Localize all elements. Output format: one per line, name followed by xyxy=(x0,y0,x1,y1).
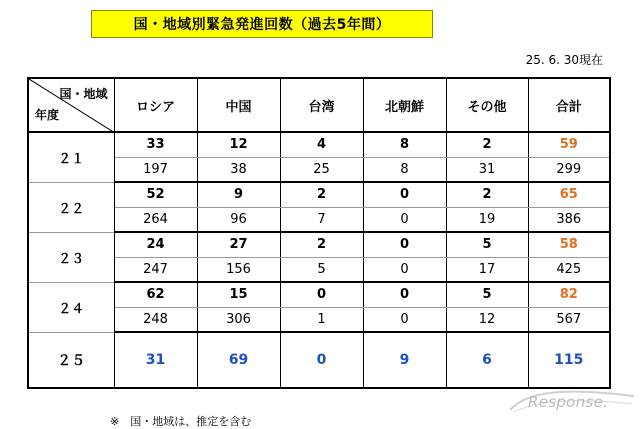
table-cell: 27 xyxy=(197,232,280,257)
table-cell: 0 xyxy=(363,232,446,257)
footnote: ※ 国・地域は、推定を含む xyxy=(110,415,252,428)
table-cell: 6 xyxy=(446,332,528,388)
table-cell: 425 xyxy=(528,257,610,282)
table-cell: 386 xyxy=(528,207,610,232)
col-other: その他 xyxy=(446,78,528,132)
col-china: 中国 xyxy=(197,78,280,132)
table-cell: 0 xyxy=(363,282,446,307)
table-cell: 33 xyxy=(114,132,197,157)
table-cell: 25 xyxy=(280,157,363,182)
table-cell: 299 xyxy=(528,157,610,182)
table-cell: 5 xyxy=(280,257,363,282)
table-cell: 9 xyxy=(197,182,280,207)
col-total: 合計 xyxy=(528,78,610,132)
table-cell: 0 xyxy=(363,182,446,207)
table-cell: 2 xyxy=(280,182,363,207)
table-row xyxy=(28,257,610,282)
table-row xyxy=(28,307,610,332)
table-cell: 247 xyxy=(114,257,197,282)
table-row xyxy=(28,157,610,182)
table-cell: 8 xyxy=(363,132,446,157)
total-cell: 58 xyxy=(528,232,610,257)
year-cell: ２３ xyxy=(28,232,114,282)
table-row xyxy=(28,182,610,207)
table-cell: 38 xyxy=(197,157,280,182)
col-russia: ロシア xyxy=(114,78,197,132)
table-row xyxy=(28,282,610,307)
table-cell: 0 xyxy=(280,282,363,307)
response-logo: Response. xyxy=(528,393,609,411)
page-title: 国・地域別緊急発進回数（過去5年間） xyxy=(91,10,433,38)
table-cell: 156 xyxy=(197,257,280,282)
year-cell: ２１ xyxy=(28,132,114,182)
table-cell: 15 xyxy=(197,282,280,307)
table-cell: 567 xyxy=(528,307,610,332)
table-row xyxy=(28,332,610,388)
table-row xyxy=(28,132,610,157)
table-cell: 5 xyxy=(446,282,528,307)
table-cell: 17 xyxy=(446,257,528,282)
table-cell: 0 xyxy=(280,332,363,388)
total-cell: 82 xyxy=(528,282,610,307)
table-cell: 264 xyxy=(114,207,197,232)
year-cell: ２５ xyxy=(28,332,114,388)
table-cell: 2 xyxy=(446,182,528,207)
table-cell: 31 xyxy=(446,157,528,182)
table-cell: 2 xyxy=(280,232,363,257)
corner-header xyxy=(28,78,114,132)
total-cell: 65 xyxy=(528,182,610,207)
table-cell: 248 xyxy=(114,307,197,332)
table-cell: 5 xyxy=(446,232,528,257)
as-of-date: 25. 6. 30現在 xyxy=(525,53,603,67)
table-cell: 12 xyxy=(197,132,280,157)
col-north-korea: 北朝鮮 xyxy=(363,78,446,132)
table-cell: 31 xyxy=(114,332,197,388)
corner-year-label: 年度 xyxy=(35,108,60,122)
table-cell: 0 xyxy=(363,307,446,332)
table-cell: 7 xyxy=(280,207,363,232)
table-cell: 96 xyxy=(197,207,280,232)
table-cell: 1 xyxy=(280,307,363,332)
table-cell: 24 xyxy=(114,232,197,257)
table-row xyxy=(28,232,610,257)
table-cell: 69 xyxy=(197,332,280,388)
table-cell: 62 xyxy=(114,282,197,307)
table-cell: 19 xyxy=(446,207,528,232)
total-cell: 115 xyxy=(528,332,610,388)
table-row xyxy=(28,207,610,232)
col-taiwan: 台湾 xyxy=(280,78,363,132)
table-cell: 8 xyxy=(363,157,446,182)
year-cell: ２４ xyxy=(28,282,114,332)
table-cell: 12 xyxy=(446,307,528,332)
corner-region-label: 国・地域 xyxy=(59,87,108,101)
scramble-table xyxy=(27,77,611,389)
table-cell: 0 xyxy=(363,207,446,232)
table-cell: 306 xyxy=(197,307,280,332)
header-row xyxy=(28,78,610,132)
table-cell: 52 xyxy=(114,182,197,207)
year-cell: ２２ xyxy=(28,182,114,232)
table-cell: 4 xyxy=(280,132,363,157)
table-cell: 197 xyxy=(114,157,197,182)
table-cell: 2 xyxy=(446,132,528,157)
total-cell: 59 xyxy=(528,132,610,157)
table-cell: 9 xyxy=(363,332,446,388)
table-cell: 0 xyxy=(363,257,446,282)
